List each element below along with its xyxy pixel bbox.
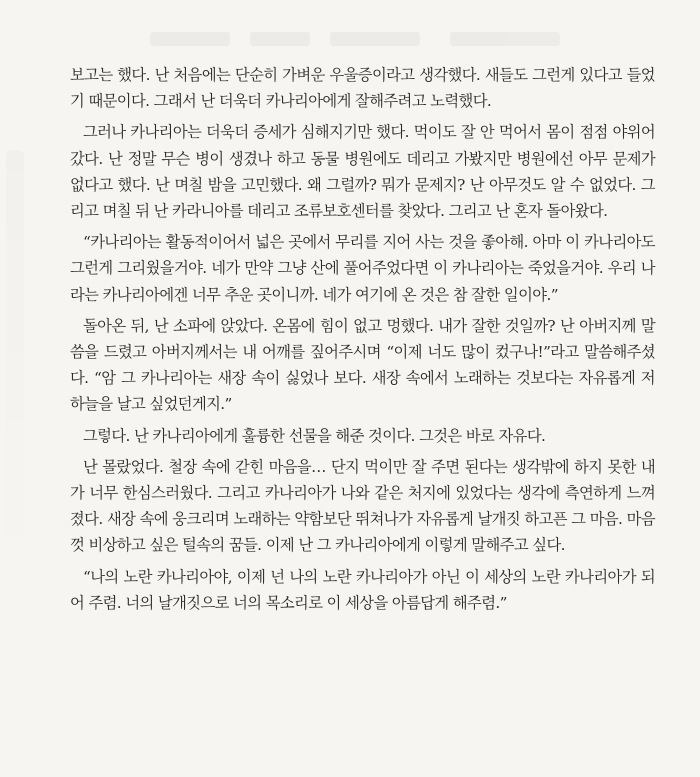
paragraph: 난 몰랐었다. 철장 속에 갇힌 마음을… 단지 먹이만 잘 주면 된다는 생각밖에 하지 못한 내가 너무 한심스러웠다. 그리고 카나리아가 나와 같은 처지에 있었다는 생각에 측연하게 느껴졌다. 새장 속에 웅크리며 노래하는 약함보단 뛰쳐나가 자유롭게 날개짓 하고픈 그 마음. 마음껏 비상하고 싶은 털속의 꿈들. 이제 난 그 카나리아에게 이렇게 말해주고 싶다. bbox=[70, 457, 655, 555]
story-text bbox=[70, 62, 655, 621]
paragraph: “카나리아는 활동적이어서 넓은 곳에서 무리를 지어 사는 것을 좋아해. 아마 이 카나리아도 그런게 그리웠을거야. 네가 만약 그냥 산에 풀어주었다면 이 카나리아는 죽었을거야. 우리 나라는 카나리아에겐 너무 추운 곳이니까. 네가 여기에 온 것은 참 잘한 일이야.” bbox=[70, 233, 655, 304]
paragraph: 그러나 카나리아는 더욱더 증세가 심해지기만 했다. 먹이도 잘 안 먹어서 몸이 점점 야위어 갔다. 난 정말 무슨 병이 생겼나 하고 동물 병원에도 데리고 가봤지만 병원에선 아무 문제가 없다고 했다. 난 며칠 밤을 고민했다. 왜 그럴까? 뭐가 문제지? 난 아무것도 알 수 없었다. 그리고 며칠 뒤 난 카라니아를 데리고 조류보호센터를 찾았다. 그리고 난 혼자 돌아왔다. bbox=[70, 123, 655, 221]
paragraph: 그렇다. 난 카나리아에게 훌륭한 선물을 해준 것이다. 그것은 바로 자유다. bbox=[83, 426, 546, 445]
paragraph: 돌아온 뒤, 난 소파에 앉았다. 온몸에 힘이 없고 멍했다. 내가 잘한 것일까? 난 아버지께 말씀을 드렸고 아버지께서는 내 어깨를 짚어주시며 “이제 너도 많이 컸구나!”라고 말씀해주셨다. “암 그 카나리아는 새장 속이 싫었나 보다. 새장 속에서 노래하는 것보다는 자유롭게 저 하늘을 날고 싶었던게지.” bbox=[70, 316, 655, 414]
paragraph: 보고는 했다. 난 처음에는 단순히 가벼운 우울증이라고 생각했다. 새들도 그런게 있다고 들었기 때문이다. 그래서 난 더욱더 카나리아에게 잘해주려고 노력했다. bbox=[70, 66, 655, 111]
page-edge-shadow bbox=[6, 150, 24, 570]
bleed-through-header bbox=[150, 24, 570, 54]
paragraph: “나의 노란 카나리아야, 이제 넌 나의 노란 카나리아가 아닌 이 세상의 노란 카나리아가 되어 주렴. 너의 날개짓으로 너의 목소리로 이 세상을 아름답게 해주렴.” bbox=[70, 567, 655, 612]
